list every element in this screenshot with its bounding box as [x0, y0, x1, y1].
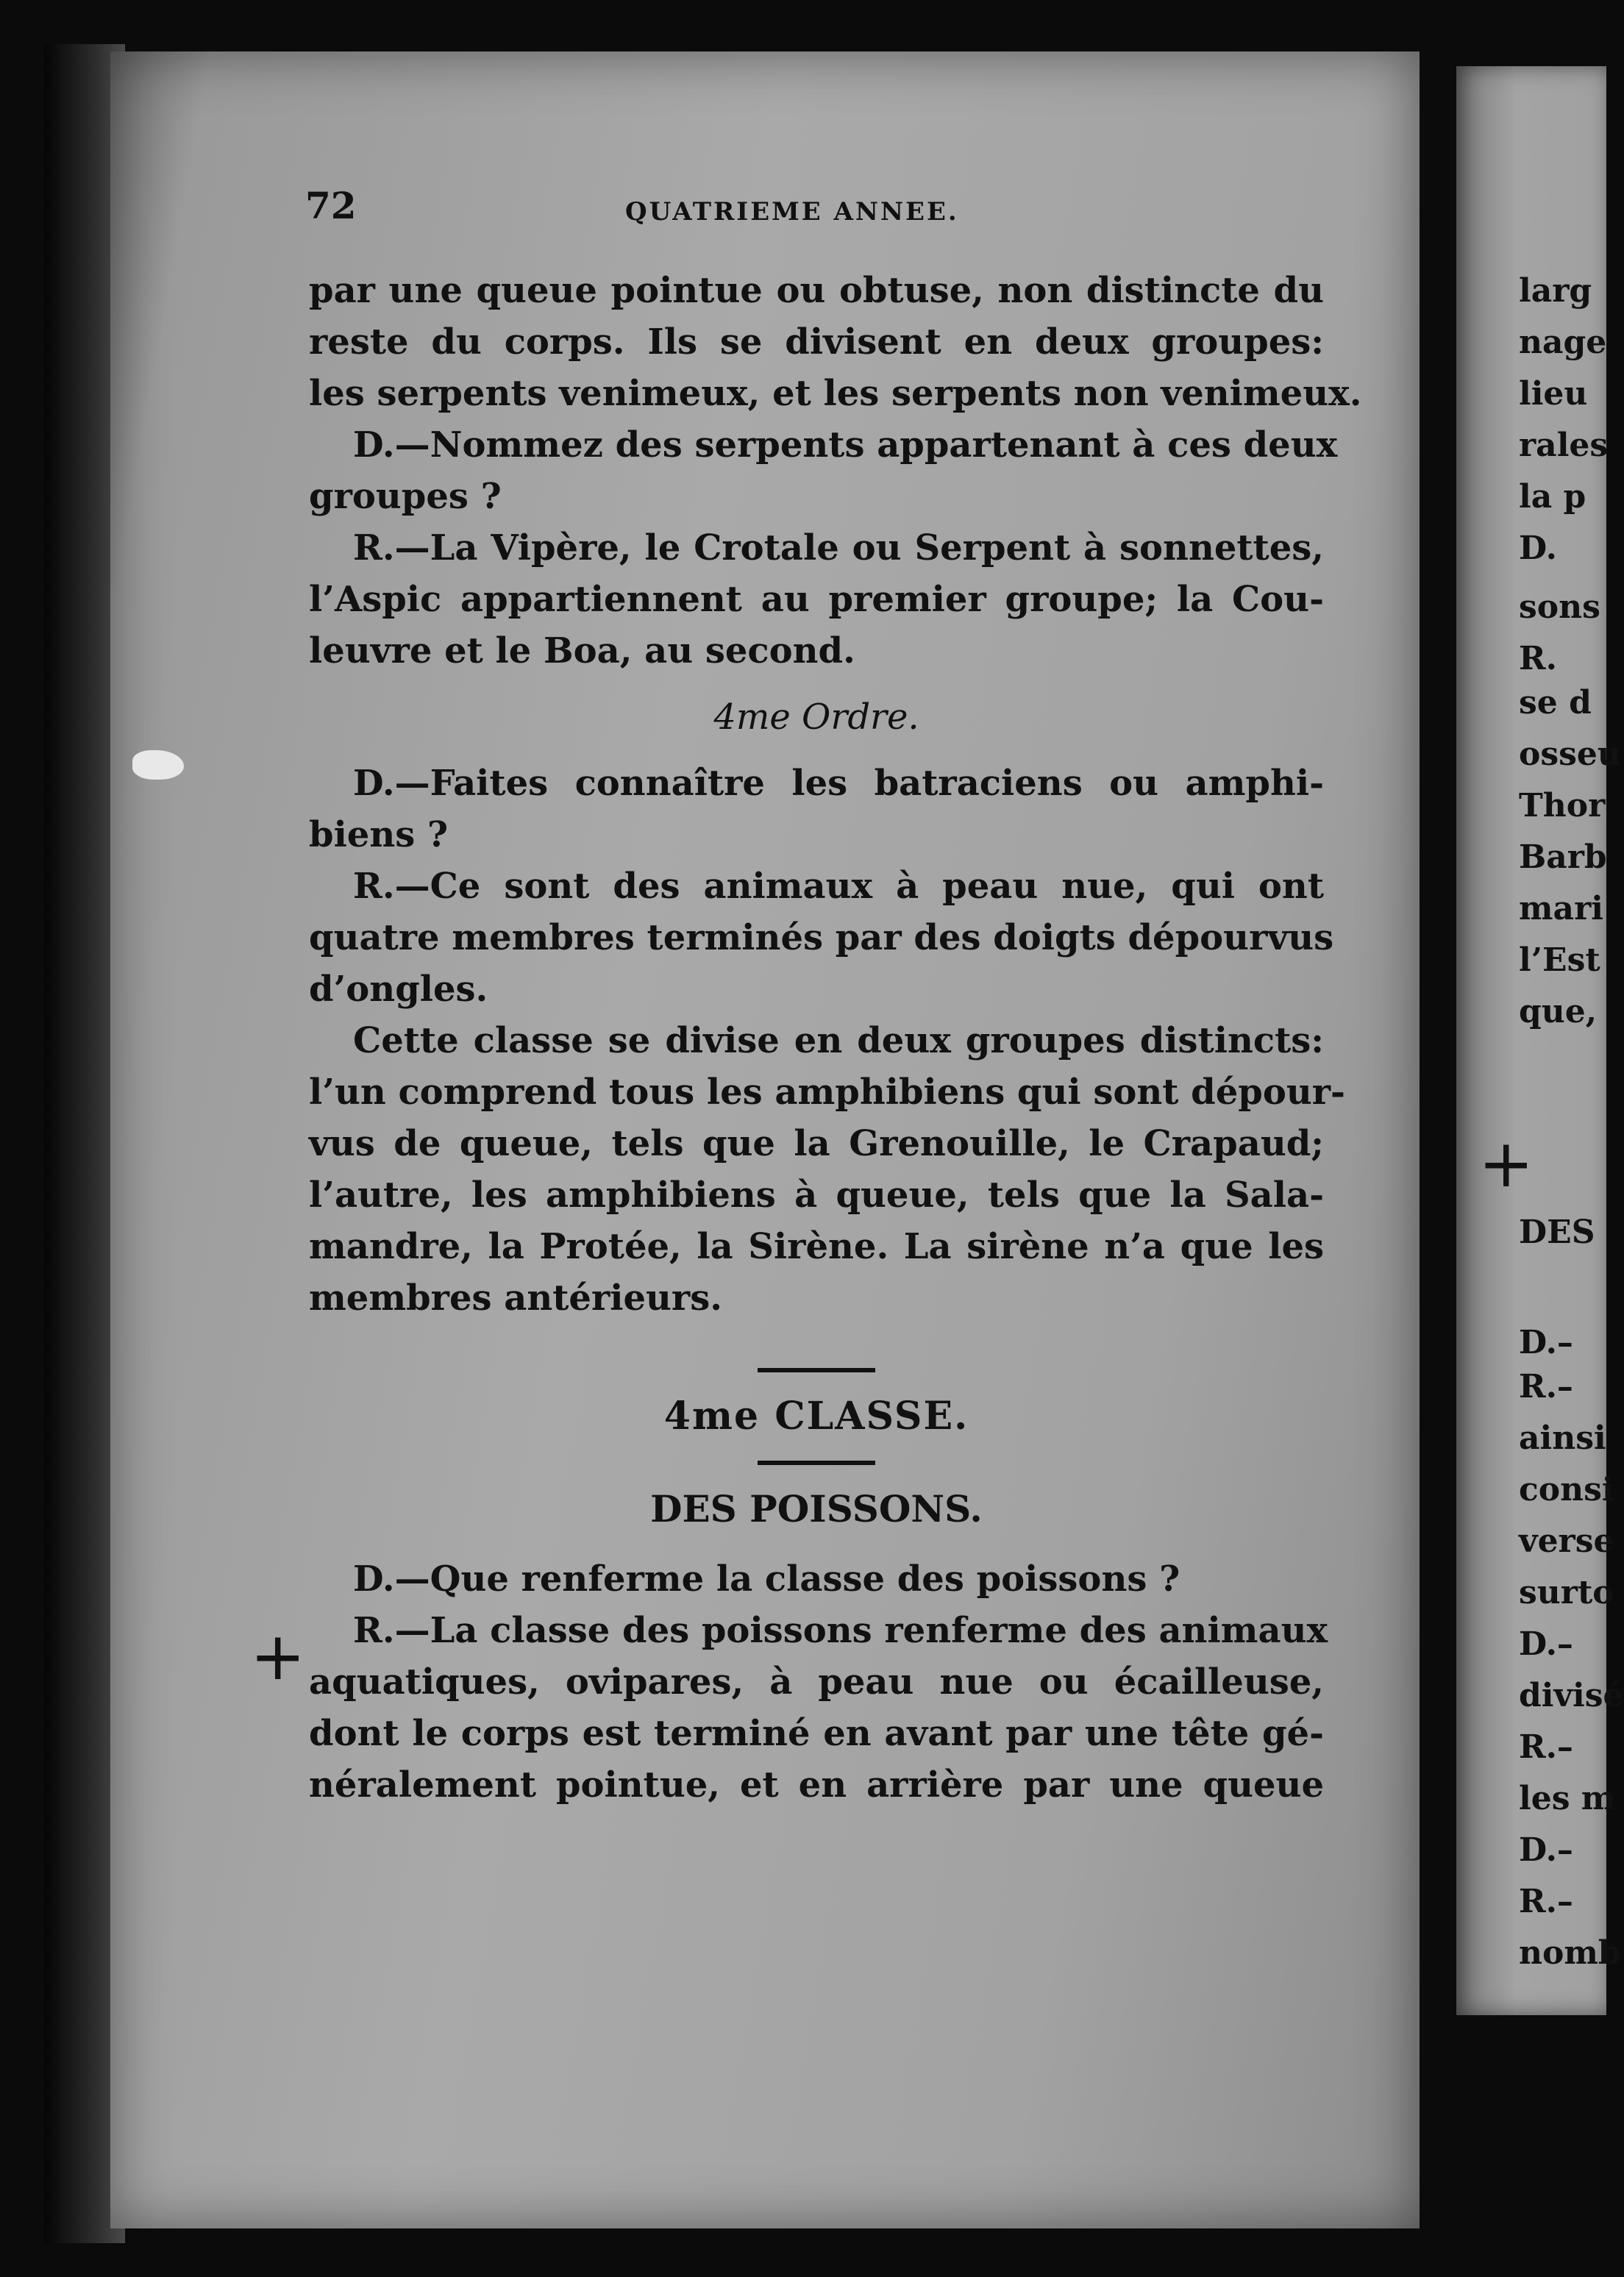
right-page-fragment-line: D.–	[1519, 1625, 1573, 1663]
right-page-fragment-line: R.–	[1519, 1883, 1573, 1920]
right-page-fragment-line: mari	[1519, 890, 1603, 927]
right-page-fragment-line: Barb	[1519, 838, 1607, 876]
page-header	[305, 184, 1320, 235]
right-page-fragment-line: R.–	[1519, 1728, 1573, 1766]
text-line: reste du corps. Ils se divisent en deux groupes:	[309, 321, 1324, 363]
text-line: néralement pointue, et en arrière par une queue	[309, 1764, 1324, 1806]
right-page-fragment-line: rales	[1519, 427, 1609, 464]
text-line: l’autre, les amphibiens à queue, tels que la Sala-	[309, 1175, 1324, 1216]
text-line: vus de queue, tels que la Grenouille, le Crapaud;	[309, 1123, 1324, 1164]
text-line: par une queue pointue ou obtuse, non distincte du	[309, 270, 1324, 311]
right-page-fragment-line: larg	[1519, 272, 1592, 310]
text-line: R.—La Vipère, le Crotale ou Serpent à sonnettes,	[353, 527, 1324, 569]
right-page-fragment-line: consi	[1519, 1471, 1614, 1508]
text-line: R.—Ce sont des animaux à peau nue, qui ont	[353, 866, 1324, 907]
pencil-cross-mark: +	[1478, 1125, 1534, 1202]
classe-heading: 4me CLASSE.	[663, 1394, 969, 1439]
right-page-fragment-line: Thor	[1519, 787, 1606, 824]
text-line: l’Aspic appartiennent au premier groupe; la Cou-	[309, 579, 1324, 620]
text-line: quatre membres terminés par des doigts dépourvus	[309, 917, 1334, 958]
right-page-fragment-line: sons	[1519, 588, 1600, 626]
right-page-fragment-line: verse	[1519, 1522, 1614, 1560]
right-page-fragment-line: se d	[1519, 684, 1592, 721]
text-line: biens ?	[309, 814, 449, 855]
text-line: D.—Que renferme la classe des poissons ?	[353, 1558, 1180, 1600]
page-body	[309, 265, 1362, 1811]
ordre-heading: 4me Ordre.	[713, 696, 919, 738]
right-page-fragment-line: D.–	[1519, 1831, 1573, 1869]
right-page-fragment-line: surto	[1519, 1574, 1614, 1611]
right-page-fragment-line: DES	[1519, 1214, 1595, 1251]
right-page-fragment-line: que,	[1519, 993, 1598, 1030]
text-line: membres antérieurs.	[309, 1278, 722, 1319]
text-line: les serpents venimeux, et les serpents non venimeux.	[309, 373, 1362, 414]
paper-blemish	[132, 750, 184, 780]
right-page-fragment-line: R.–	[1519, 1368, 1573, 1405]
section-heading: DES POISSONS.	[650, 1487, 983, 1531]
text-line: R.—La classe des poissons renferme des animaux	[353, 1610, 1328, 1651]
text-line: aquatiques, ovipares, à peau nue ou écailleuse,	[309, 1661, 1324, 1703]
right-page-fragment-line: lieu	[1519, 375, 1588, 413]
right-page-fragment-line: l’Est	[1519, 941, 1600, 979]
right-page-fragment-line: ainsi	[1519, 1419, 1606, 1457]
right-page-fragment-line: la p	[1519, 478, 1586, 516]
right-page-fragment-line: D.	[1519, 530, 1557, 567]
text-line: D.—Nommez des serpents appartenant à ces deux	[353, 424, 1338, 466]
text-line: leuvre et le Boa, au second.	[309, 630, 855, 671]
right-page-fragment-line: les m	[1519, 1780, 1616, 1817]
text-line: d’ongles.	[309, 969, 488, 1010]
right-page-fragment-line: D.–	[1519, 1324, 1573, 1361]
text-line: D.—Faites connaître les batraciens ou amphi-	[353, 763, 1324, 804]
text-line: Cette classe se divise en deux groupes distincts:	[353, 1020, 1324, 1061]
right-page-fragment-line: nage	[1519, 324, 1607, 361]
running-title: QUATRIEME ANNEE.	[625, 197, 959, 227]
pencil-cross-mark: +	[250, 1618, 306, 1695]
right-page-fragment-line: R.	[1519, 640, 1557, 677]
text-line: groupes ?	[309, 476, 502, 517]
right-page-fragment-line: divisé	[1519, 1677, 1624, 1714]
text-line: l’un comprend tous les amphibiens qui sont dépour-	[309, 1072, 1345, 1113]
text-line: dont le corps est terminé en avant par une tête gé-	[309, 1713, 1324, 1754]
right-page-fragment-line: osseu	[1519, 735, 1621, 773]
right-page-fragment-line: nomb	[1519, 1934, 1621, 1972]
page-number: 72	[305, 184, 357, 227]
text-line: mandre, la Protée, la Sirène. La sirène n’a que les	[309, 1226, 1324, 1267]
